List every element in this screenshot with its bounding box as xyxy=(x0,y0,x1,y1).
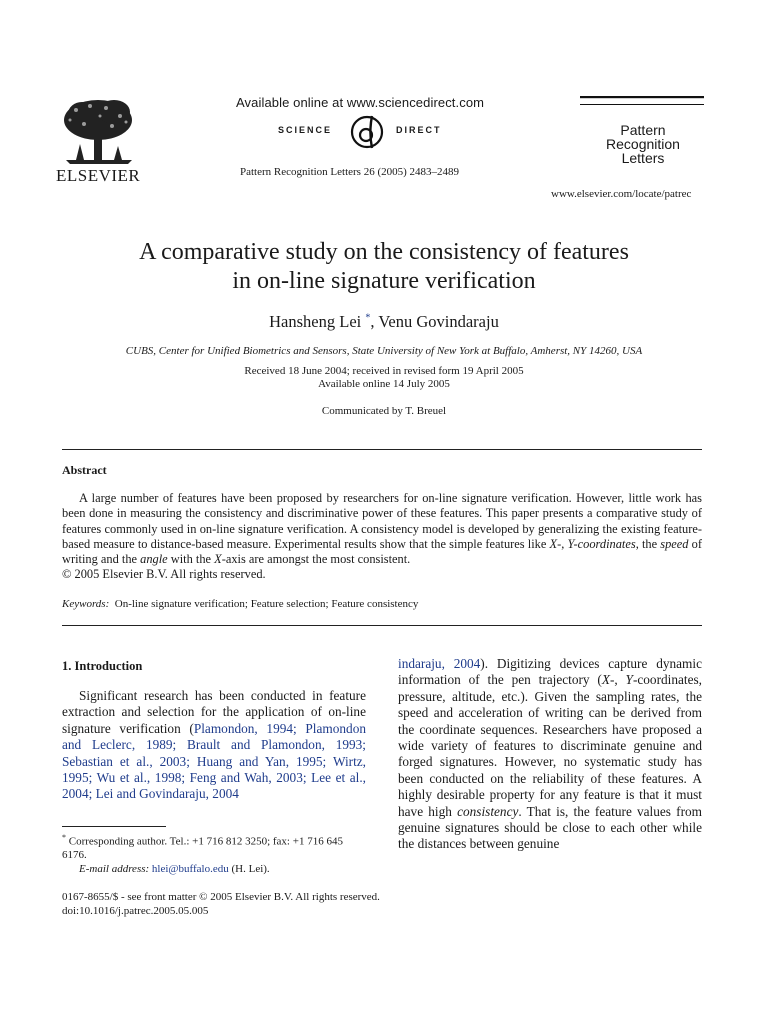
email-link[interactable]: hlei@buffalo.edu xyxy=(151,863,229,876)
abstract-text: -axis are amongst the most consistent. xyxy=(221,552,411,567)
author-separator: , xyxy=(370,312,379,331)
intro-text: -coordinates, pressure, altitude, etc.). Given the sampling rates, the speed and acceleration of writing can be derived from the coordinate sequences. Researchers have proposed a wide variety of features to discriminate genuine and forged signatures. However, no systematic study has been conducted on the reliability of these features. A highly desirable property for any feature is that it must have high xyxy=(398,672,702,819)
author-name: Hansheng Lei xyxy=(269,312,362,331)
abstract-body xyxy=(62,491,702,567)
author-name: Venu Govindaraju xyxy=(378,312,499,331)
journal-url-link[interactable]: www.elsevier.com/locate/patrec xyxy=(551,188,692,200)
abstract-copyright: © 2005 Elsevier B.V. All rights reserved. xyxy=(62,567,266,581)
sciencedirect-d-mark-icon xyxy=(342,112,392,152)
corresponding-author-mark[interactable]: * xyxy=(365,312,371,324)
article-title-line1: A comparative study on the consistency of features xyxy=(139,239,629,265)
front-matter-info xyxy=(62,891,380,919)
intro-italic: X xyxy=(601,672,610,688)
article-title-line2: in on-line signature verification xyxy=(232,268,536,294)
abstract-text: of writing and the xyxy=(62,536,702,567)
keywords-list: On-line signature verification; Feature selection; Feature consistency xyxy=(114,598,419,610)
keywords-label: Keywords: xyxy=(62,598,110,610)
email-suffix: (H. Lei). xyxy=(228,863,270,876)
communicated-by: Communicated by T. Breuel xyxy=(321,405,447,417)
publisher-wordmark: ELSEVIER xyxy=(56,166,141,185)
journal-masthead-title xyxy=(582,123,704,165)
footnote-mark: * xyxy=(62,833,66,842)
footnote-rule xyxy=(62,826,166,827)
intro-paragraph-col2 xyxy=(398,656,702,872)
available-online-line[interactable]: Available online at www.sciencedirect.com xyxy=(236,95,485,110)
intro-italic: Y xyxy=(625,672,633,688)
sciencedirect-right-word: DIRECT xyxy=(396,125,442,135)
intro-citation-link-continued[interactable]: indaraju, 2004 xyxy=(398,656,481,671)
author-affiliation: CUBS, Center for Unified Biometrics and Sensors, State University of New York at Buffalo, Amherst, NY 14260, USA xyxy=(125,345,643,357)
abstract-italic: X xyxy=(214,552,222,567)
abstract-italic: angle xyxy=(140,552,168,567)
sciencedirect-left-word: SCIENCE xyxy=(278,125,333,135)
intro-text: Significant research has been conducted in feature extraction and selection for the application of on-line signature verification ( xyxy=(62,688,366,736)
abstract-italic: Y-coordinates xyxy=(567,536,636,551)
footnote-text: Corresponding author. Tel.: +1 716 812 3250; fax: +1 716 645 6176. xyxy=(62,835,343,862)
intro-text: ). Digitizing devices capture dynamic information of the pen trajectory ( xyxy=(398,656,702,688)
journal-masthead-lines xyxy=(580,96,704,110)
intro-citation-link[interactable]: Plamondon, 1994; Plamondon and Leclerc, 1989; Brault and Plamondon, 1993; Sebastian et al., 2003; Huang and Yan, 1995; Wirtz, 1995; Wu et al., 1998; Feng and Wah, 2003; Lee et al., 2004; Lei and Govindaraju, 2004 xyxy=(62,720,366,802)
abstract-italic: X xyxy=(549,536,558,551)
footnote xyxy=(62,831,366,877)
abstract-top-rule xyxy=(62,449,702,450)
article-dates xyxy=(0,365,768,391)
keywords-line xyxy=(62,598,418,610)
abstract-text: , the xyxy=(635,536,661,551)
author-list xyxy=(0,312,768,332)
abstract-bottom-rule xyxy=(62,625,702,626)
journal-title-line2: Letters xyxy=(621,150,665,166)
journal-citation: Pattern Recognition Letters 26 (2005) 2483–2489 xyxy=(240,166,460,178)
doi-line[interactable]: doi:10.1016/j.patrec.2005.05.005 xyxy=(62,904,209,917)
abstract-text: -, xyxy=(557,536,568,551)
abstract-italic: speed xyxy=(660,536,689,551)
abstract-text: A large number of features have been proposed by researchers for on-line signature verification. However, little work has been done in measuring the consistency and discriminative power of these features. This paper presents a comparative study of features commonly used in on-line signature verification. A consistency model is developed by generalizing the existing feature-based measure to distance-based measure. Experimental results show that the simple features like xyxy=(62,491,702,551)
intro-paragraph-col1 xyxy=(62,688,366,810)
email-label: E-mail address: xyxy=(79,863,150,876)
available-date: Available online 14 July 2005 xyxy=(318,378,450,390)
intro-italic: consistency xyxy=(457,803,519,819)
abstract-text: with the xyxy=(167,552,215,567)
issn-line: 0167-8655/$ - see front matter © 2005 Elsevier B.V. All rights reserved. xyxy=(62,891,380,903)
intro-text: -, xyxy=(609,672,626,688)
article-title xyxy=(0,238,768,296)
received-dates: Received 18 June 2004; received in revised form 19 April 2005 xyxy=(244,365,524,377)
abstract-heading: Abstract xyxy=(62,463,107,477)
journal-title-line1: Pattern Recognition xyxy=(606,122,680,152)
intro-text: . That is, the feature values from genuine signatures should be close to each other while the distances between genuine xyxy=(398,803,702,852)
section-heading-introduction: 1. Introduction xyxy=(62,659,143,673)
sciencedirect-logo xyxy=(278,112,478,152)
